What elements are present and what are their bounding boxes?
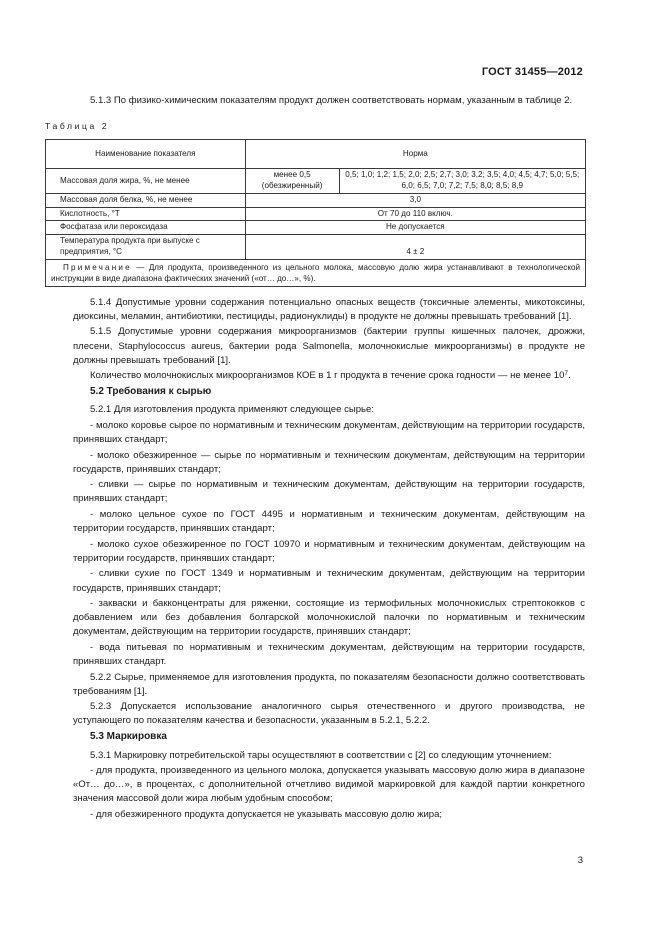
row-phosphatase-value: Не допускается (245, 221, 585, 235)
paragraph-5-2-2: 5.2.2 Сырье, применяемое для изготовления продукта, по показателям безопасности должно соответствовать требованиям [1]. (73, 671, 585, 697)
heading-5-3: 5.3 Маркировка (90, 731, 167, 743)
table-note-row (46, 259, 586, 286)
table-note (46, 259, 586, 286)
note-text: — Для продукта, произведенного из цельного молока, массовую долю жира устанавливают в технологической инструкции в виде диапазона фактических значений («от… до…», %). (51, 262, 580, 283)
row-phosphatase-name: Фосфатаза или пероксидаза (46, 221, 246, 235)
table-row (46, 169, 586, 194)
row-protein-value: 3,0 (245, 193, 585, 207)
table-row (46, 193, 586, 207)
list-item: - закваски и бакконцентраты для ряженки, состоящие из термофильных молочнокислых стрептококков с добавлением или без добавления болгарской молочнокислой палочки по нормативным и техническим документам, действующим на территории государств, принявших стандарт; (73, 598, 585, 638)
kvo-text: Количество молочнокислых микроорганизмов КОЕ в 1 г продукта в течение срока годности — не менее 10 (90, 370, 565, 382)
table-header-row (46, 140, 586, 169)
note-label: Примечание (63, 262, 132, 272)
paragraph-kvo (73, 369, 585, 383)
table-caption: Таблица 2 (45, 121, 110, 132)
paragraph-5-2-3: 5.2.3 Допускается использование аналогичного сырья отечественного и другого производства, не уступающего по показателям качества и безопасности, указанным в 5.2.1, 5.2.2. (73, 701, 585, 727)
list-item: - для обезжиренного продукта допускается не указывать массовую долю жира; (90, 808, 443, 820)
paragraph-5-3-1: 5.3.1 Маркировку потребительской тары осуществляют в соответствии с [2] со следующим уточнением: (90, 749, 552, 761)
row-acidity-value: От 70 до 110 включ. (245, 207, 585, 221)
row-fat-skim: менее 0,5 (обезжиренный) (245, 169, 339, 194)
list-item: - сливки сухие по ГОСТ 1349 и нормативным и техническим документам, действующим на территории государств, принявших стандарт; (73, 568, 585, 594)
paragraph-5-1-4: 5.1.4 Допустимые уровни содержания потенциально опасных веществ (токсичные элементы, микотоксины, диоксины, меламин, антибиотики, пестициды, радионуклиды) в продукте не должны превышать требований [1]. (73, 296, 585, 322)
row-fat-values: 0,5; 1,0; 1,2; 1,5; 2,0; 2,5; 2,7; 3,0; 3,2; 3,5; 4,0; 4,5; 4,7; 5,0; 5,5; 6,0; 6,5; 7,0; 7,2; 7,5; 8,0; 8,5; 8,9 (339, 169, 585, 194)
kvo-exponent: 7 (564, 370, 569, 378)
kvo-end: . (568, 370, 571, 382)
list-item: - вода питьевая по нормативным и техническим документам, действующим на территории государств, принявших стандарт. (73, 641, 585, 668)
paragraph-5-1-5: 5.1.5 Допустимые уровни содержания микроорганизмов (бактерии группы кишечных палочек, дрожжи, плесени, Staphylococcus aureus, бактерии рода Salmonella, молочнокислые микроорганизмы) в продукте не должны превышать требований [1]. (73, 326, 585, 366)
list-item: - молоко цельное сухое по ГОСТ 4495 и нормативным и техническим документам, действующим на территории государств, принявших стандарт; (73, 509, 585, 535)
row-fat-name: Массовая доля жира, %, не менее (46, 169, 246, 194)
heading-5-2: 5.2 Требования к сырью (90, 386, 212, 398)
header-indicator-name: Наименование показателя (46, 140, 246, 169)
table-row (46, 207, 586, 221)
page-number: 3 (577, 855, 583, 866)
row-temperature-name: Температура продукта при выпуске с предприятия, °С (46, 235, 246, 260)
row-temperature-value: 4 ± 2 (245, 235, 585, 260)
list-item: - молоко сухое обезжиренное по ГОСТ 10970 и нормативным и техническим документам, действующим на территории государств, принявших стандарт; (73, 538, 585, 564)
table-row (46, 235, 586, 260)
row-acidity-name: Кислотность, °Т (46, 207, 246, 221)
paragraph-5-2-1: 5.2.1 Для изготовления продукта применяют следующее сырье: (90, 404, 374, 416)
header-norm: Норма (245, 140, 585, 169)
list-item: - молоко коровье сырое по нормативным и техническим документам, действующим на территории государств, принявших стандарт; (73, 420, 585, 446)
table-2 (45, 139, 586, 287)
document-body (45, 94, 585, 824)
list-item: - сливки — сырье по нормативным и техническим документам, действующим на территории государств, принявших стандарт; (73, 479, 585, 505)
list-item: - молоко обезжиренное — сырье по нормативным и техническим документам, действующим на территории государств, принявших стандарт; (73, 449, 585, 475)
table-row (46, 221, 586, 235)
document-header: ГОСТ 31455—2012 (481, 66, 583, 78)
list-item: - для продукта, произведенного из цельного молока, допускается указывать массовую долю жира в диапазоне «От… до…», в процентах, с дополнительной отчетливо видимой маркировкой для каждой партии конкретного значения массовой доли жира любым удобным способом; (73, 765, 585, 805)
paragraph-5-1-3: 5.1.3 По физико-химическим показателям продукт должен соответствовать нормам, указанным в таблице 2. (90, 95, 573, 106)
row-protein-name: Массовая доля белка, %, не менее (46, 193, 246, 207)
